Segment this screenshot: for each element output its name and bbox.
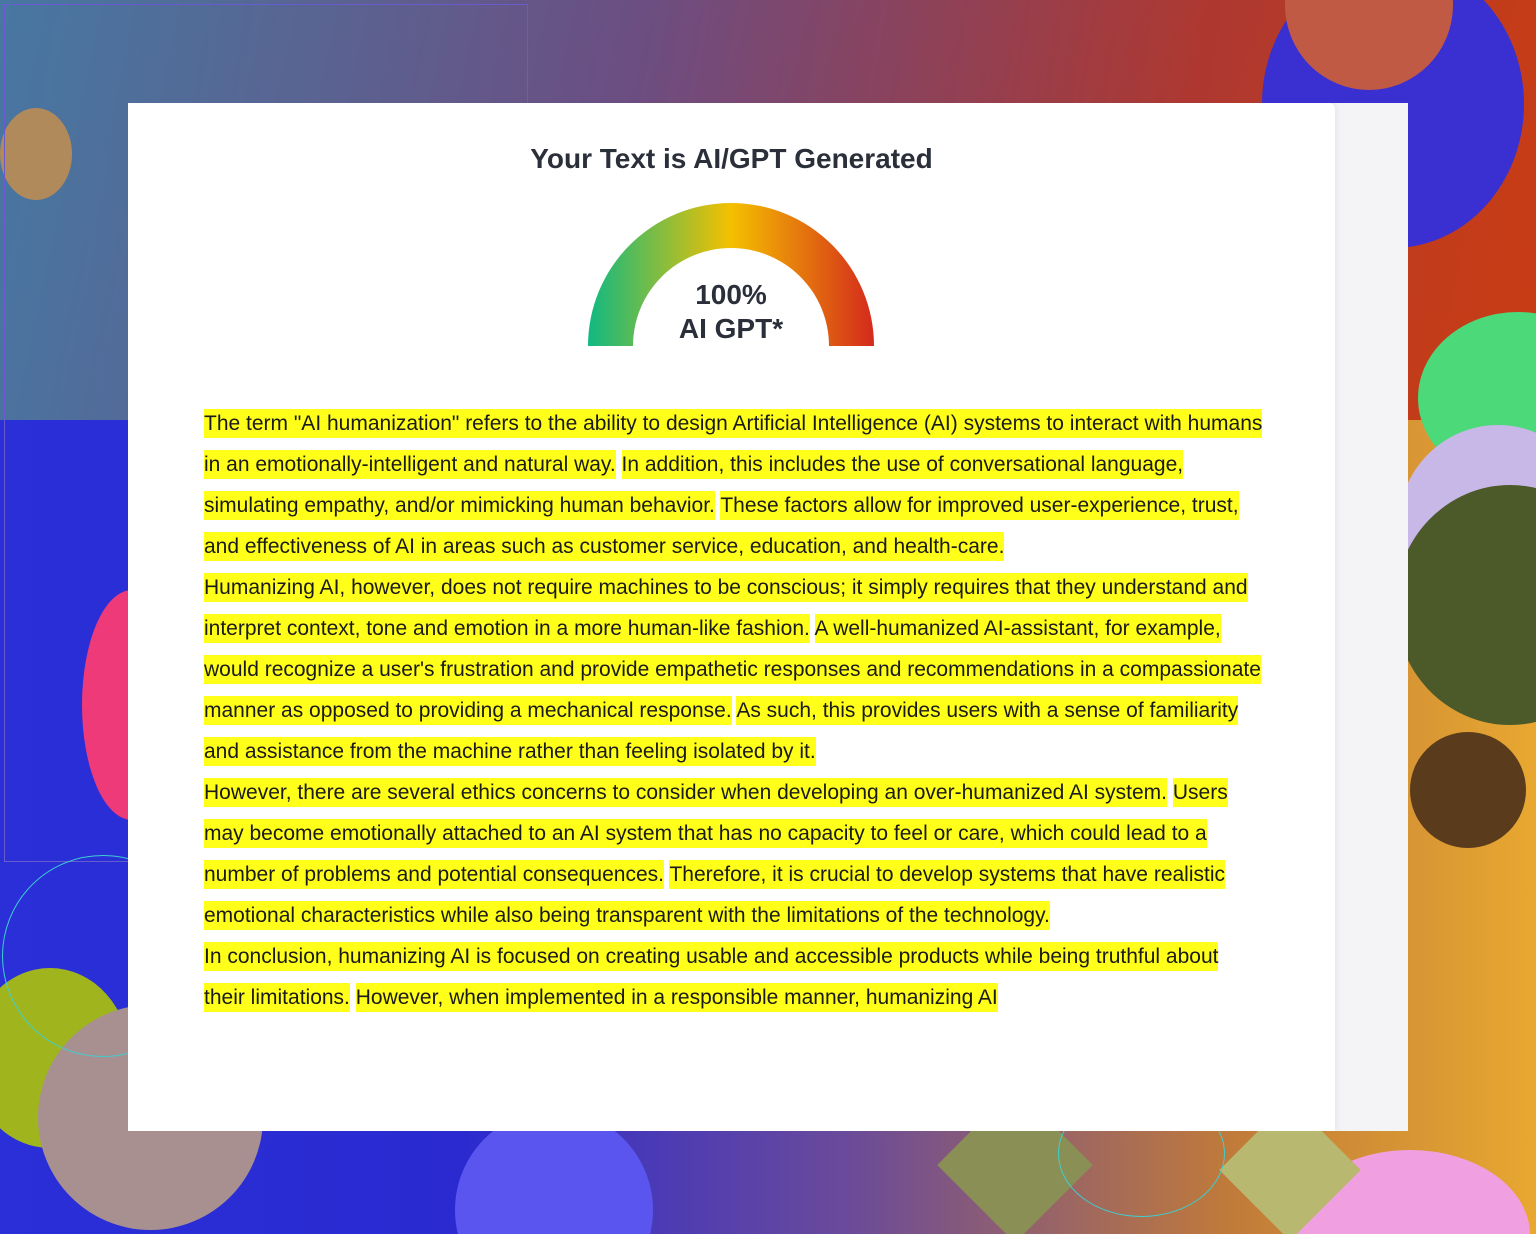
highlighted-sentence: Therefore, it is crucial to develop systems that have realistic emotional characteristics while also being transparent with the limitations of the technology. xyxy=(204,860,1225,930)
highlighted-sentence: Users may become emotionally attached to an AI system that has no capacity to feel or care, which could lead to a number of problems and potential consequences. xyxy=(204,778,1228,889)
gauge-label xyxy=(586,278,876,346)
text-paragraph xyxy=(204,403,1264,567)
text-paragraph xyxy=(204,567,1264,772)
highlighted-sentence: These factors allow for improved user-experience, trust, and effectiveness of AI in areas such as customer service, education, and health-care. xyxy=(204,491,1239,561)
highlighted-sentence: Humanizing AI, however, does not require machines to be conscious; it simply requires that they understand and interpret context, tone and emotion in a more human-like fashion. xyxy=(204,573,1248,643)
highlighted-sentence: A well-humanized AI-assistant, for example, would recognize a user's frustration and provide empathetic responses and recommendations in a compassionate manner as opposed to providing a mechanical response. xyxy=(204,614,1261,725)
result-card xyxy=(128,103,1335,1131)
result-title: Your Text is AI/GPT Generated xyxy=(530,143,933,174)
highlighted-sentence: However, there are several ethics concerns to consider when developing an over-humanized AI system. xyxy=(204,778,1167,807)
text-paragraph xyxy=(204,936,1264,1018)
analyzed-text xyxy=(204,403,1264,1018)
ai-percent: 100% xyxy=(695,279,767,310)
highlighted-sentence: However, when implemented in a responsible manner, humanizing AI xyxy=(356,983,998,1012)
highlighted-sentence: In conclusion, humanizing AI is focused on creating usable and accessible products while being truthful about their limitations. xyxy=(204,942,1218,1012)
result-panel xyxy=(128,103,1408,1131)
highlighted-sentence: As such, this provides users with a sense of familiarity and assistance from the machine rather than feeling isolated by it. xyxy=(204,696,1238,766)
ai-label: AI GPT* xyxy=(678,313,784,344)
text-paragraph xyxy=(204,772,1264,936)
highlighted-sentence: The term "AI humanization" refers to the ability to design Artificial Intelligence (AI) systems to interact with humans in an emotionally-intelligent and natural way. xyxy=(204,409,1262,479)
highlighted-sentence: In addition, this includes the use of conversational language, simulating empathy, and/or mimicking human behavior. xyxy=(204,450,1183,520)
bg-circle xyxy=(1410,732,1526,848)
